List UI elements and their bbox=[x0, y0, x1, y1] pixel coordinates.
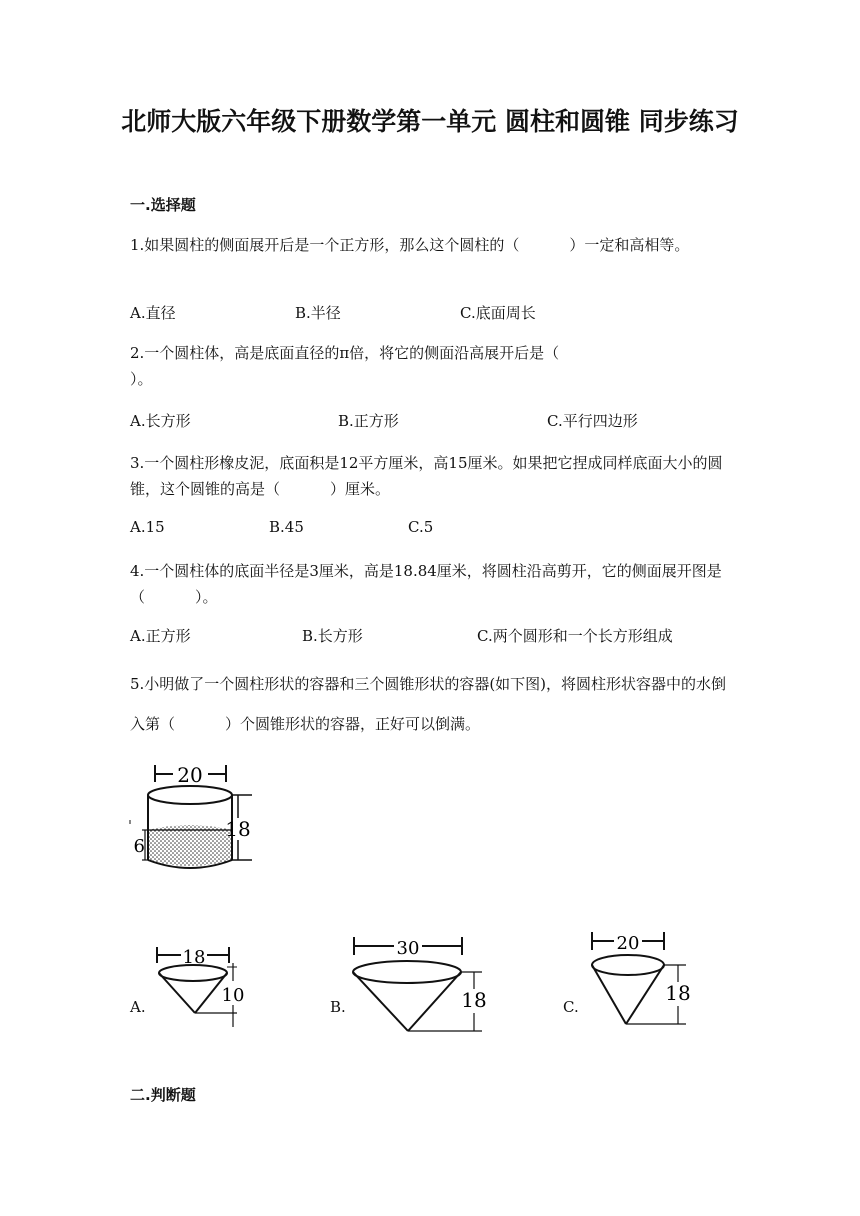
q1-option-c[interactable]: C.底面周长 bbox=[460, 304, 536, 322]
cone-b-diameter-label: 30 bbox=[396, 938, 420, 959]
q1-option-a[interactable]: A.直径 bbox=[130, 304, 176, 322]
cone-c-figure bbox=[588, 930, 698, 1030]
question-1-text-end: ）一定和高相等。 bbox=[569, 236, 690, 254]
cone-c-height-label: 18 bbox=[665, 981, 691, 1005]
q5-option-c[interactable]: C. bbox=[563, 998, 579, 1016]
question-5-text-end: ）个圆锥形状的容器，正好可以倒满。 bbox=[225, 715, 481, 733]
cone-b-height-label: 18 bbox=[461, 988, 487, 1012]
page-title: 北师大版六年级下册数学第一单元 圆柱和圆锥 同步练习 bbox=[121, 107, 739, 136]
question-2-text: 2.一个圆柱体，高是底面直径的π倍，将它的侧面沿高展开后是（ bbox=[130, 344, 560, 362]
cylinder-figure bbox=[128, 760, 258, 875]
question-4-text: 4.一个圆柱体的底面半径是3厘米，高是18.84厘米，将圆柱沿高剪开，它的侧面展开图是（ bbox=[130, 562, 722, 606]
cone-a-height-label: 10 bbox=[221, 985, 245, 1006]
q3-option-c[interactable]: C.5 bbox=[408, 518, 434, 536]
q4-option-a[interactable]: A.正方形 bbox=[130, 627, 191, 645]
cone-b-figure bbox=[350, 935, 490, 1035]
q5-option-a[interactable]: A. bbox=[130, 998, 146, 1016]
q4-option-b[interactable]: B.长方形 bbox=[302, 627, 363, 645]
cylinder-height-label: 18 bbox=[225, 817, 251, 841]
section-heading-choice: 一.选择题 bbox=[130, 196, 196, 214]
question-5-text: 5.小明做了一个圆柱形状的容器和三个圆锥形状的容器(如下图)，将圆柱形状容器中的水倒入第（ bbox=[130, 675, 727, 733]
question-1 bbox=[130, 232, 730, 258]
q2-option-a[interactable]: A.长方形 bbox=[130, 412, 191, 430]
question-3 bbox=[130, 450, 730, 502]
q2-option-b[interactable]: B.正方形 bbox=[338, 412, 399, 430]
question-2-text-end: ）。 bbox=[130, 370, 153, 388]
question-4 bbox=[130, 558, 730, 610]
q2-option-c[interactable]: C.平行四边形 bbox=[547, 412, 638, 430]
q3-option-a[interactable]: A.15 bbox=[130, 518, 165, 536]
q5-option-b[interactable]: B. bbox=[330, 998, 346, 1016]
cylinder-diameter-label: 20 bbox=[177, 763, 203, 787]
question-2 bbox=[130, 340, 620, 392]
question-3-text-end: ）厘米。 bbox=[330, 480, 391, 498]
q4-option-c[interactable]: C.两个圆形和一个长方形组成 bbox=[477, 627, 673, 645]
question-1-text: 1.如果圆柱的侧面展开后是一个正方形，那么这个圆柱的（ bbox=[130, 236, 520, 254]
question-4-text-end: ）。 bbox=[195, 588, 218, 606]
q3-option-b[interactable]: B.45 bbox=[269, 518, 304, 536]
question-3-text: 3.一个圆柱形橡皮泥，底面积是12平方厘米，高15厘米。如果把它捏成同样底面大小的圆锥，这个圆锥的高是（ bbox=[130, 454, 723, 498]
cone-c-diameter-label: 20 bbox=[616, 933, 640, 954]
cone-a-diameter-label: 18 bbox=[182, 947, 206, 968]
question-5 bbox=[130, 664, 730, 744]
section-heading-judgement: 二.判断题 bbox=[130, 1086, 196, 1104]
cylinder-water-label: 6 bbox=[133, 836, 145, 857]
q1-option-b[interactable]: B.半径 bbox=[295, 304, 341, 322]
cone-a-figure bbox=[155, 945, 255, 1030]
